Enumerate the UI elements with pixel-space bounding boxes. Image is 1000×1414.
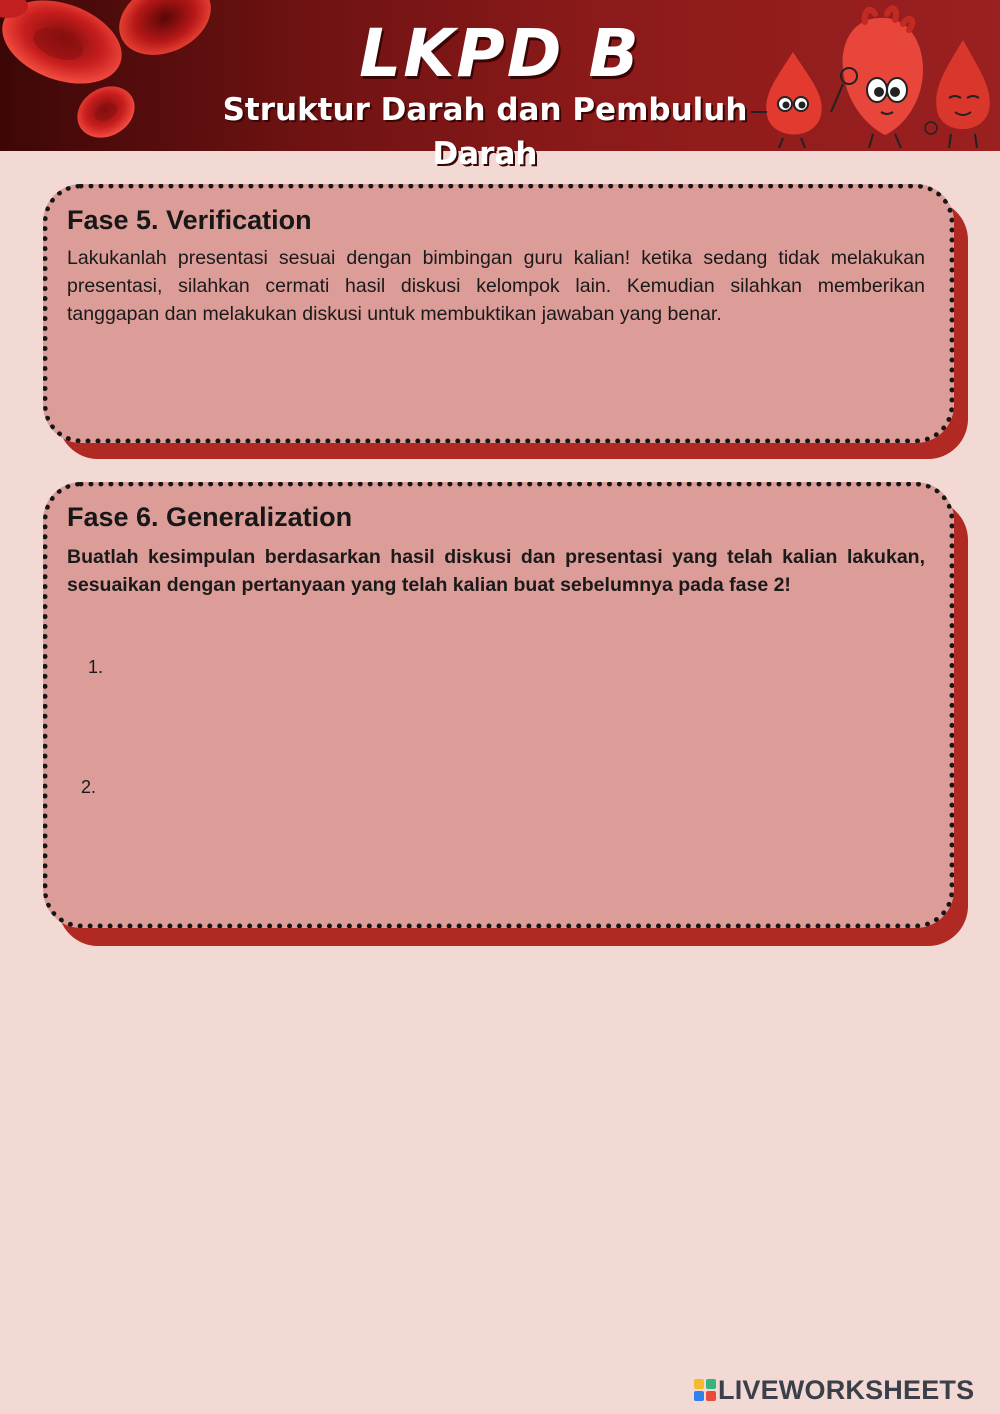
- answer-item-number: 2.: [81, 777, 97, 797]
- card-title: Fase 6. Generalization: [67, 502, 353, 532]
- card-instructions: Lakukanlah presentasi sesuai dengan bimbingan guru kalian! ketika sedang tidak melakukan presentasi, silahkan cermati hasil diskusi kelompok lain. Kemudian silahkan memberikan tanggapan dan melakukan diskusi untuk membuktikan jawaban yang benar.: [67, 247, 925, 325]
- liveworksheets-logo-icon: [694, 1379, 716, 1401]
- card-title: Fase 5. Verification: [67, 205, 312, 235]
- blood-drop-mascot-icon: [745, 0, 1000, 151]
- liveworksheets-logo: [694, 1374, 974, 1406]
- page-title: LKPD B: [359, 15, 641, 92]
- verification-card: [43, 184, 954, 443]
- header-banner: [0, 0, 1000, 172]
- brand-name: LIVEWORKSHEETS: [718, 1374, 975, 1405]
- answer-item-number: 1.: [88, 657, 104, 677]
- red-blood-cell-icon: [0, 0, 240, 151]
- generalization-card: [43, 482, 954, 928]
- page-subtitle: Struktur Darah dan Pembuluh Darah: [222, 92, 748, 172]
- card-instructions: Buatlah kesimpulan berdasarkan hasil diskusi dan presentasi yang telah kalian lakukan, sesuaikan dengan pertanyaan yang telah kalian buat sebelumnya pada fase 2!: [67, 546, 925, 596]
